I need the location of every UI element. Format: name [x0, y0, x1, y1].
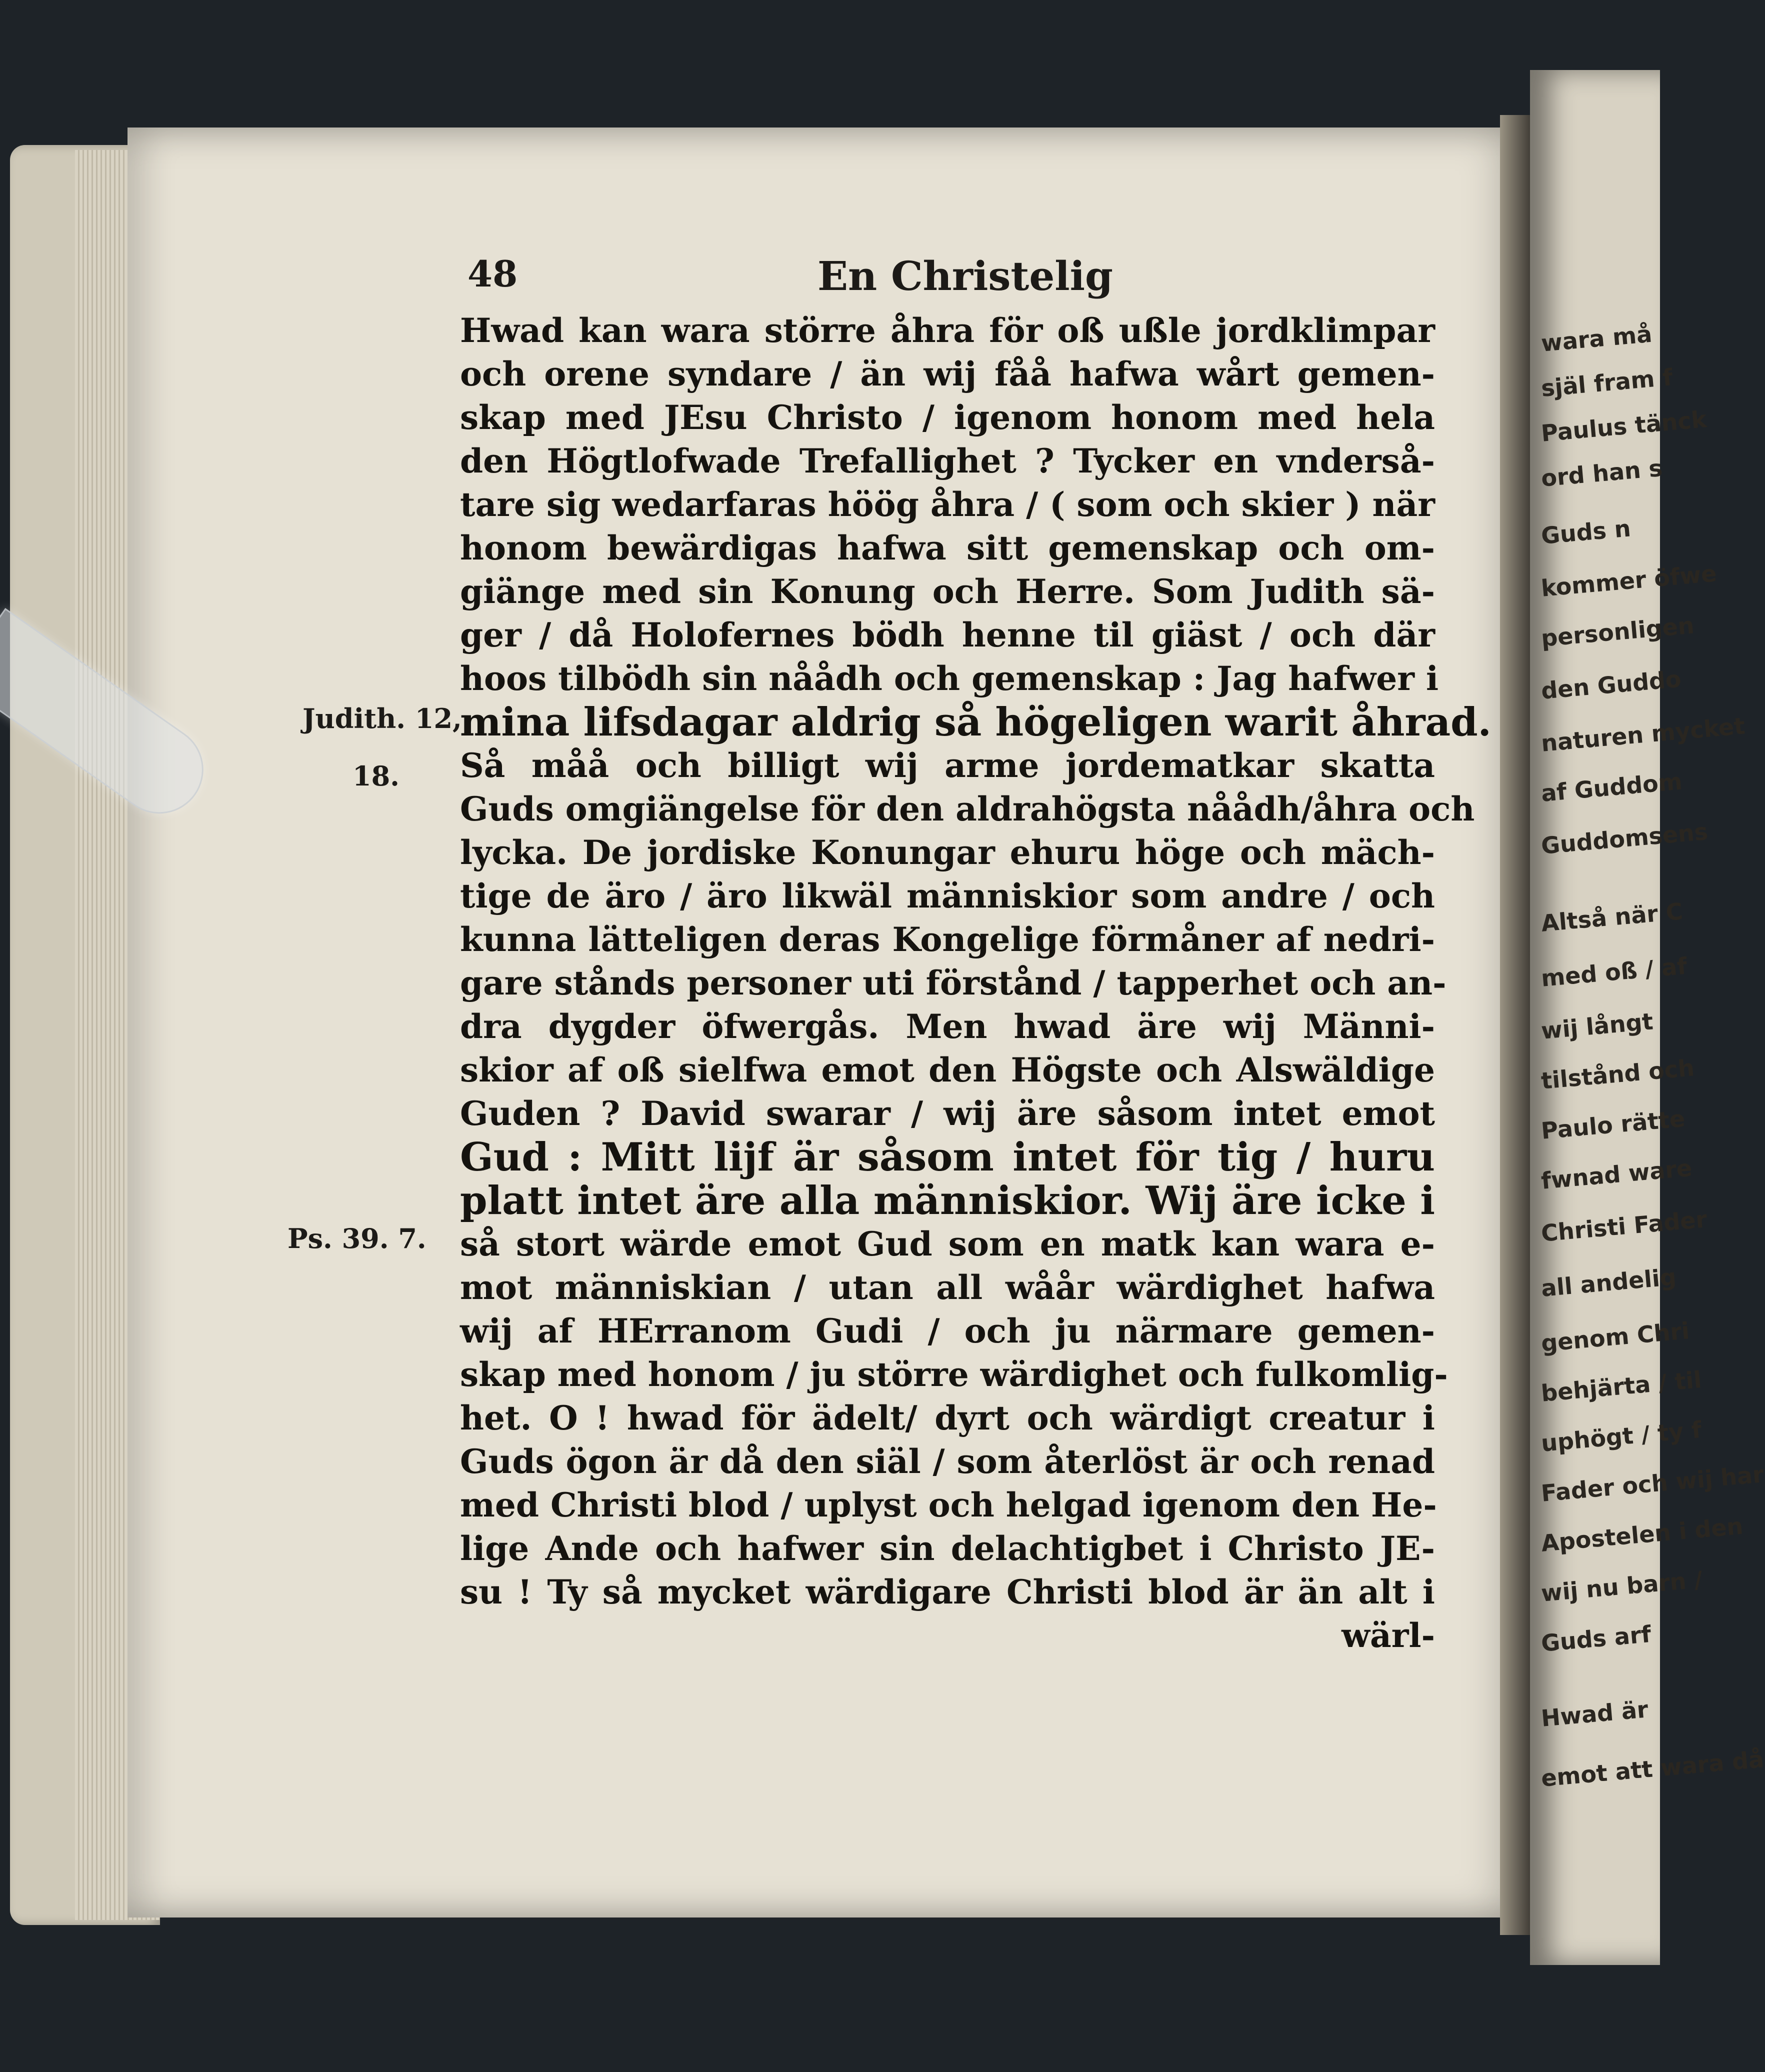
- right-page-line: wij nu barn /: [1540, 1566, 1704, 1607]
- right-page-line: Apostelen i den: [1540, 1512, 1744, 1557]
- right-page-line: den Guddo: [1540, 665, 1682, 704]
- text-line: Guds ögon är då den siäl / som återlöst är och renad: [460, 1442, 1435, 1481]
- right-page-line: tilstånd och: [1540, 1054, 1696, 1094]
- right-page-line: Fader och wij har: [1540, 1460, 1765, 1507]
- text-line: lycka. De jordiske Konungar ehuru höge och mäch-: [460, 833, 1435, 872]
- text-line: och orene syndare / än wij fåå hafwa wårt gemen-: [460, 354, 1435, 394]
- text-line: skap med honom / ju större wärdighet och fulkomlig-: [460, 1355, 1448, 1394]
- text-line: wij af HErranom Gudi / och ju närmare gemen-: [460, 1312, 1435, 1350]
- right-page-partial: [1530, 70, 1765, 1965]
- right-page-line: personligen: [1540, 612, 1696, 652]
- right-page-line: naturen mycket: [1540, 712, 1746, 757]
- margin-reference: Ps. 39. 7.: [288, 1222, 426, 1254]
- right-page-line: behjärta / til: [1540, 1366, 1703, 1407]
- right-page-line: Altså när C: [1540, 898, 1684, 937]
- text-line: su ! Ty så mycket wärdigare Christi blod är än alt i: [460, 1572, 1435, 1612]
- body-text: [460, 309, 1492, 1658]
- margin-reference: Judith. 12,: [302, 702, 462, 734]
- text-line: mot människian / utan all wåår wärdighet hafwa: [460, 1268, 1435, 1307]
- text-line: hoos tilbödh sin nåådh och gemenskap : Jag hafwer i: [460, 659, 1439, 698]
- right-page-line: ord han s: [1540, 454, 1664, 492]
- right-page-line: genom Chri: [1540, 1317, 1690, 1357]
- right-page-line: wara må: [1540, 320, 1654, 357]
- right-page-line: wij långt: [1540, 1008, 1654, 1044]
- right-page-line: kommer öfwe: [1540, 560, 1718, 602]
- right-page-line: Christi Fader: [1540, 1206, 1708, 1247]
- text-line: skior af oß sielfwa emot den Högste och Alswäldige: [460, 1050, 1435, 1090]
- page-header: [468, 252, 1428, 308]
- right-page-line: Guds n: [1540, 514, 1632, 550]
- text-line: kunna lätteligen deras Kongelige förmåner af nedri-: [460, 920, 1435, 959]
- text-line: platt intet äre alla människior. Wij äre icke i: [460, 1178, 1435, 1224]
- text-line: tige de äro / äro likwäl människior som andre / och: [460, 876, 1435, 916]
- right-page-line: af Guddom: [1540, 768, 1684, 807]
- text-line: skap med JEsu Christo / igenom honom med hela: [460, 398, 1435, 437]
- text-line: med Christi blod / uplyst och helgad igenom den He-: [460, 1486, 1437, 1524]
- right-page-line: emot att wara då: [1540, 1746, 1765, 1792]
- text-line: honom bewärdigas hafwa sitt gemenskap och om-: [460, 528, 1435, 568]
- text-line: så stort wärde emot Gud som en matk kan wara e-: [460, 1224, 1435, 1264]
- right-page-line: Guds arf: [1540, 1620, 1652, 1657]
- text-line: tare sig wedarfaras höög åhra / ( som och skier ) när: [460, 485, 1435, 524]
- text-line: den Högtlofwade Trefallighet ? Tycker en vnderså-: [460, 442, 1435, 480]
- text-line: gare stånds personer uti förstånd / tapperhet och an-: [460, 964, 1446, 1002]
- right-page-line: all andelig: [1540, 1263, 1678, 1302]
- text-line: het. O ! hwad för ädelt/ dyrt och wärdigt creatur i: [460, 1398, 1435, 1438]
- right-page-line: uphögt / ty f: [1540, 1416, 1703, 1457]
- catchword: wärl-: [1342, 1616, 1435, 1655]
- text-line: Guds omgiängelse för den aldrahögsta nåådh/åhra och: [460, 790, 1475, 828]
- text-line: Guden ? David swarar / wij äre såsom intet emot: [460, 1094, 1435, 1133]
- right-page-line: Paulo rätte: [1540, 1104, 1686, 1144]
- page-number: 48: [468, 252, 518, 295]
- right-page-line: med oß / af: [1540, 952, 1688, 992]
- margin-reference: 18.: [352, 760, 400, 792]
- text-line: giänge med sin Konung och Herre. Som Judith sä-: [460, 572, 1435, 611]
- text-line: Gud : Mitt lijf är såsom intet för tig / huru: [460, 1134, 1435, 1180]
- text-line: ger / då Holofernes bödh henne til giäst / och där: [460, 616, 1435, 654]
- text-line: Hwad kan wara större åhra för oß ußle jordklimpar: [460, 311, 1435, 350]
- right-page-line: fwnad ware: [1540, 1154, 1694, 1194]
- running-head: En Christelig: [818, 252, 1113, 300]
- right-page-line: Hwad är: [1540, 1696, 1650, 1732]
- text-line: mina lifsdagar aldrig så högeligen warit åhrad.: [460, 700, 1492, 745]
- right-page-line: Guddomsens: [1540, 818, 1710, 860]
- right-page-line: Paulus tänck: [1540, 406, 1708, 447]
- right-page-line: själ fram f: [1540, 364, 1674, 402]
- text-line: Så måå och billigt wij arme jordematkar skatta: [460, 746, 1435, 785]
- text-line: lige Ande och hafwer sin delachtigbet i Christo JE-: [460, 1529, 1435, 1568]
- text-line: dra dygder öfwergås. Men hwad äre wij Männi-: [460, 1007, 1435, 1046]
